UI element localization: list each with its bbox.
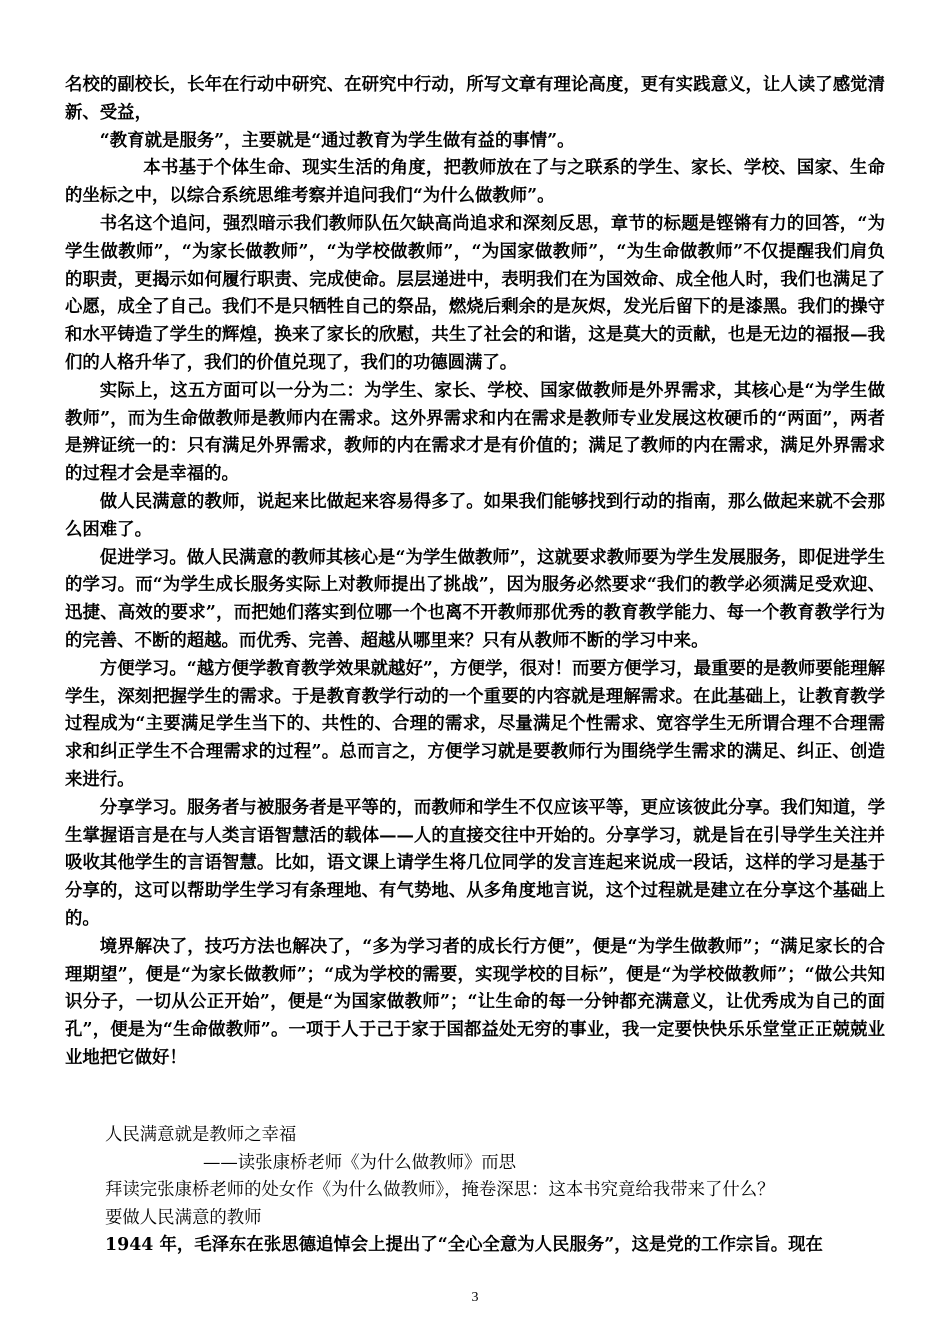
paragraph-9: 境界解决了，技巧方法也解决了，“多为学习者的成长行方便”，便是“为学生做教师”；“满足家长的合理期望”，便是“为家长做教师”；“成为学校的需要，实现学校的目标”，便是“为学校做教师”；“做公共知识分子，一切从公正开始”，便是“为国家做教师”；“让生命的每一分钟都充满意义，让优秀成为自己的面孔”，便是为“生命做教师”。一项于人于己于家于国都益处无穷的事业，我一定要快快乐乐堂堂正正兢兢业业地把它做好！ xyxy=(65,936,885,1068)
page-number: 3 xyxy=(471,1290,479,1305)
paragraph-7: 方便学习。“越方便学教育教学效果就越好”，方便学，很对！而要方便学习，最重要的是教师要能理解学生，深刻把握学生的需求。于是教育教学行动的一个重要的内容就是理解需求。在此基础上，让教育教学过程成为“主要满足学生当下的、共性的、合理的需求，尽量满足个性需求、宽容学生无所谓合理不合理需求和纠正学生不合理需求的过程”。总而言之，方便学习就是要教师行为围绕学生需求的满足、纠正、创造来进行。 xyxy=(65,658,885,790)
essay-title: 人民满意就是教师之幸福 xyxy=(105,1125,297,1145)
next-essay xyxy=(105,1122,895,1260)
paragraph-4: 实际上，这五方面可以一分为二：为学生、家长、学校、国家做教师是外界需求，其核心是“为学生做教师”，而为生命做教师是教师内在需求。这外界需求和内在需求是教师专业发展这枚硬币的“两面”，两者是辨证统一的：只有满足外界需求，教师的内在需求才是有价值的；满足了教师的内在需求，满足外界需求的过程才会是幸福的。 xyxy=(65,380,885,485)
essay-heading: 要做人民满意的教师 xyxy=(105,1207,262,1228)
essay-subtitle: ——读张康桥老师《为什么做教师》而思 xyxy=(203,1152,517,1173)
paragraph-5: 做人民满意的教师，说起来比做起来容易得多了。如果我们能够找到行动的指南，那么做起来就不会那么困难了。 xyxy=(65,491,885,540)
essay-intro: 拜读完张康桥老师的处女作《为什么做教师》，掩卷深思：这本书究竟给我带来了什么？ xyxy=(105,1180,775,1200)
paragraph-6: 促进学习。做人民满意的教师其核心是“为学生做教师”，这就要求教师要为学生发展服务，即促进学生的学习。而“为学生成长服务实际上对教师提出了挑战”，因为服务必然要求“我们的教学必须满足受欢迎、迅捷、高效的要求”，而把她们落实到位哪一个也离不开教师那优秀的教育教学能力、每一个教育教学行为的完善、不断的超越。而优秀、完善、超越从哪里来？只有从教师不断的学习中来。 xyxy=(65,547,885,651)
paragraph-1: “教育就是服务”，主要就是“通过教育为学生做有益的事情”。 xyxy=(99,130,575,151)
essay-first-line: 1944 年，毛泽东在张思德追悼会上提出了“全心全意为人民服务”，这是党的工作宗旨。现在 xyxy=(105,1235,823,1255)
paragraph-3: 书名这个追问，强烈暗示我们教师队伍欠缺高尚追求和深刻反思，章节的标题是铿锵有力的回答，“为学生做教师”，“为家长做教师”，“为学校做教师”，“为国家做教师”，“为生命做教师”不仅提醒我们肩负的职责，更揭示如何履行职责、完成使命。层层递进中，表明我们在为国效命、成全他人时，我们也满足了心愿，成全了自己。我们不是只牺牲自己的祭品，燃烧后剩余的是灰烬，发光后留下的是漆黑。我们的操守和水平铸造了学生的辉煌，换来了家长的欣慰，共生了社会的和谐，这是莫大的贡献，也是无边的福报—我们的人格升华了，我们的价值兑现了，我们的功德圆满了。 xyxy=(65,213,885,373)
paragraph-8: 分享学习。服务者与被服务者是平等的，而教师和学生不仅应该平等，更应该彼此分享。我们知道，学生掌握语言是在与人类言语智慧活的载体——人的直接交往中开始的。分享学习，就是旨在引导学生关注并吸收其他学生的言语智慧。比如，语文课上请学生将几位同学的发言连起来说成一段话，这样的学习是基于分享的，这可以帮助学生学习有条理地、有气势地、从多角度地言说，这个过程就是建立在分享这个基础上的。 xyxy=(65,797,885,929)
paragraph-0: 名校的副校长，长年在行动中研究、在研究中行动，所写文章有理论高度，更有实践意义，让人读了感觉清新、受益， xyxy=(65,75,885,123)
paragraph-2: 本书基于个体生命、现实生活的角度，把教师放在了与之联系的学生、家长、学校、国家、生命的坐标之中，以综合系统思维考察并追问我们“为什么做教师”。 xyxy=(65,158,885,207)
main-text xyxy=(65,72,885,1073)
